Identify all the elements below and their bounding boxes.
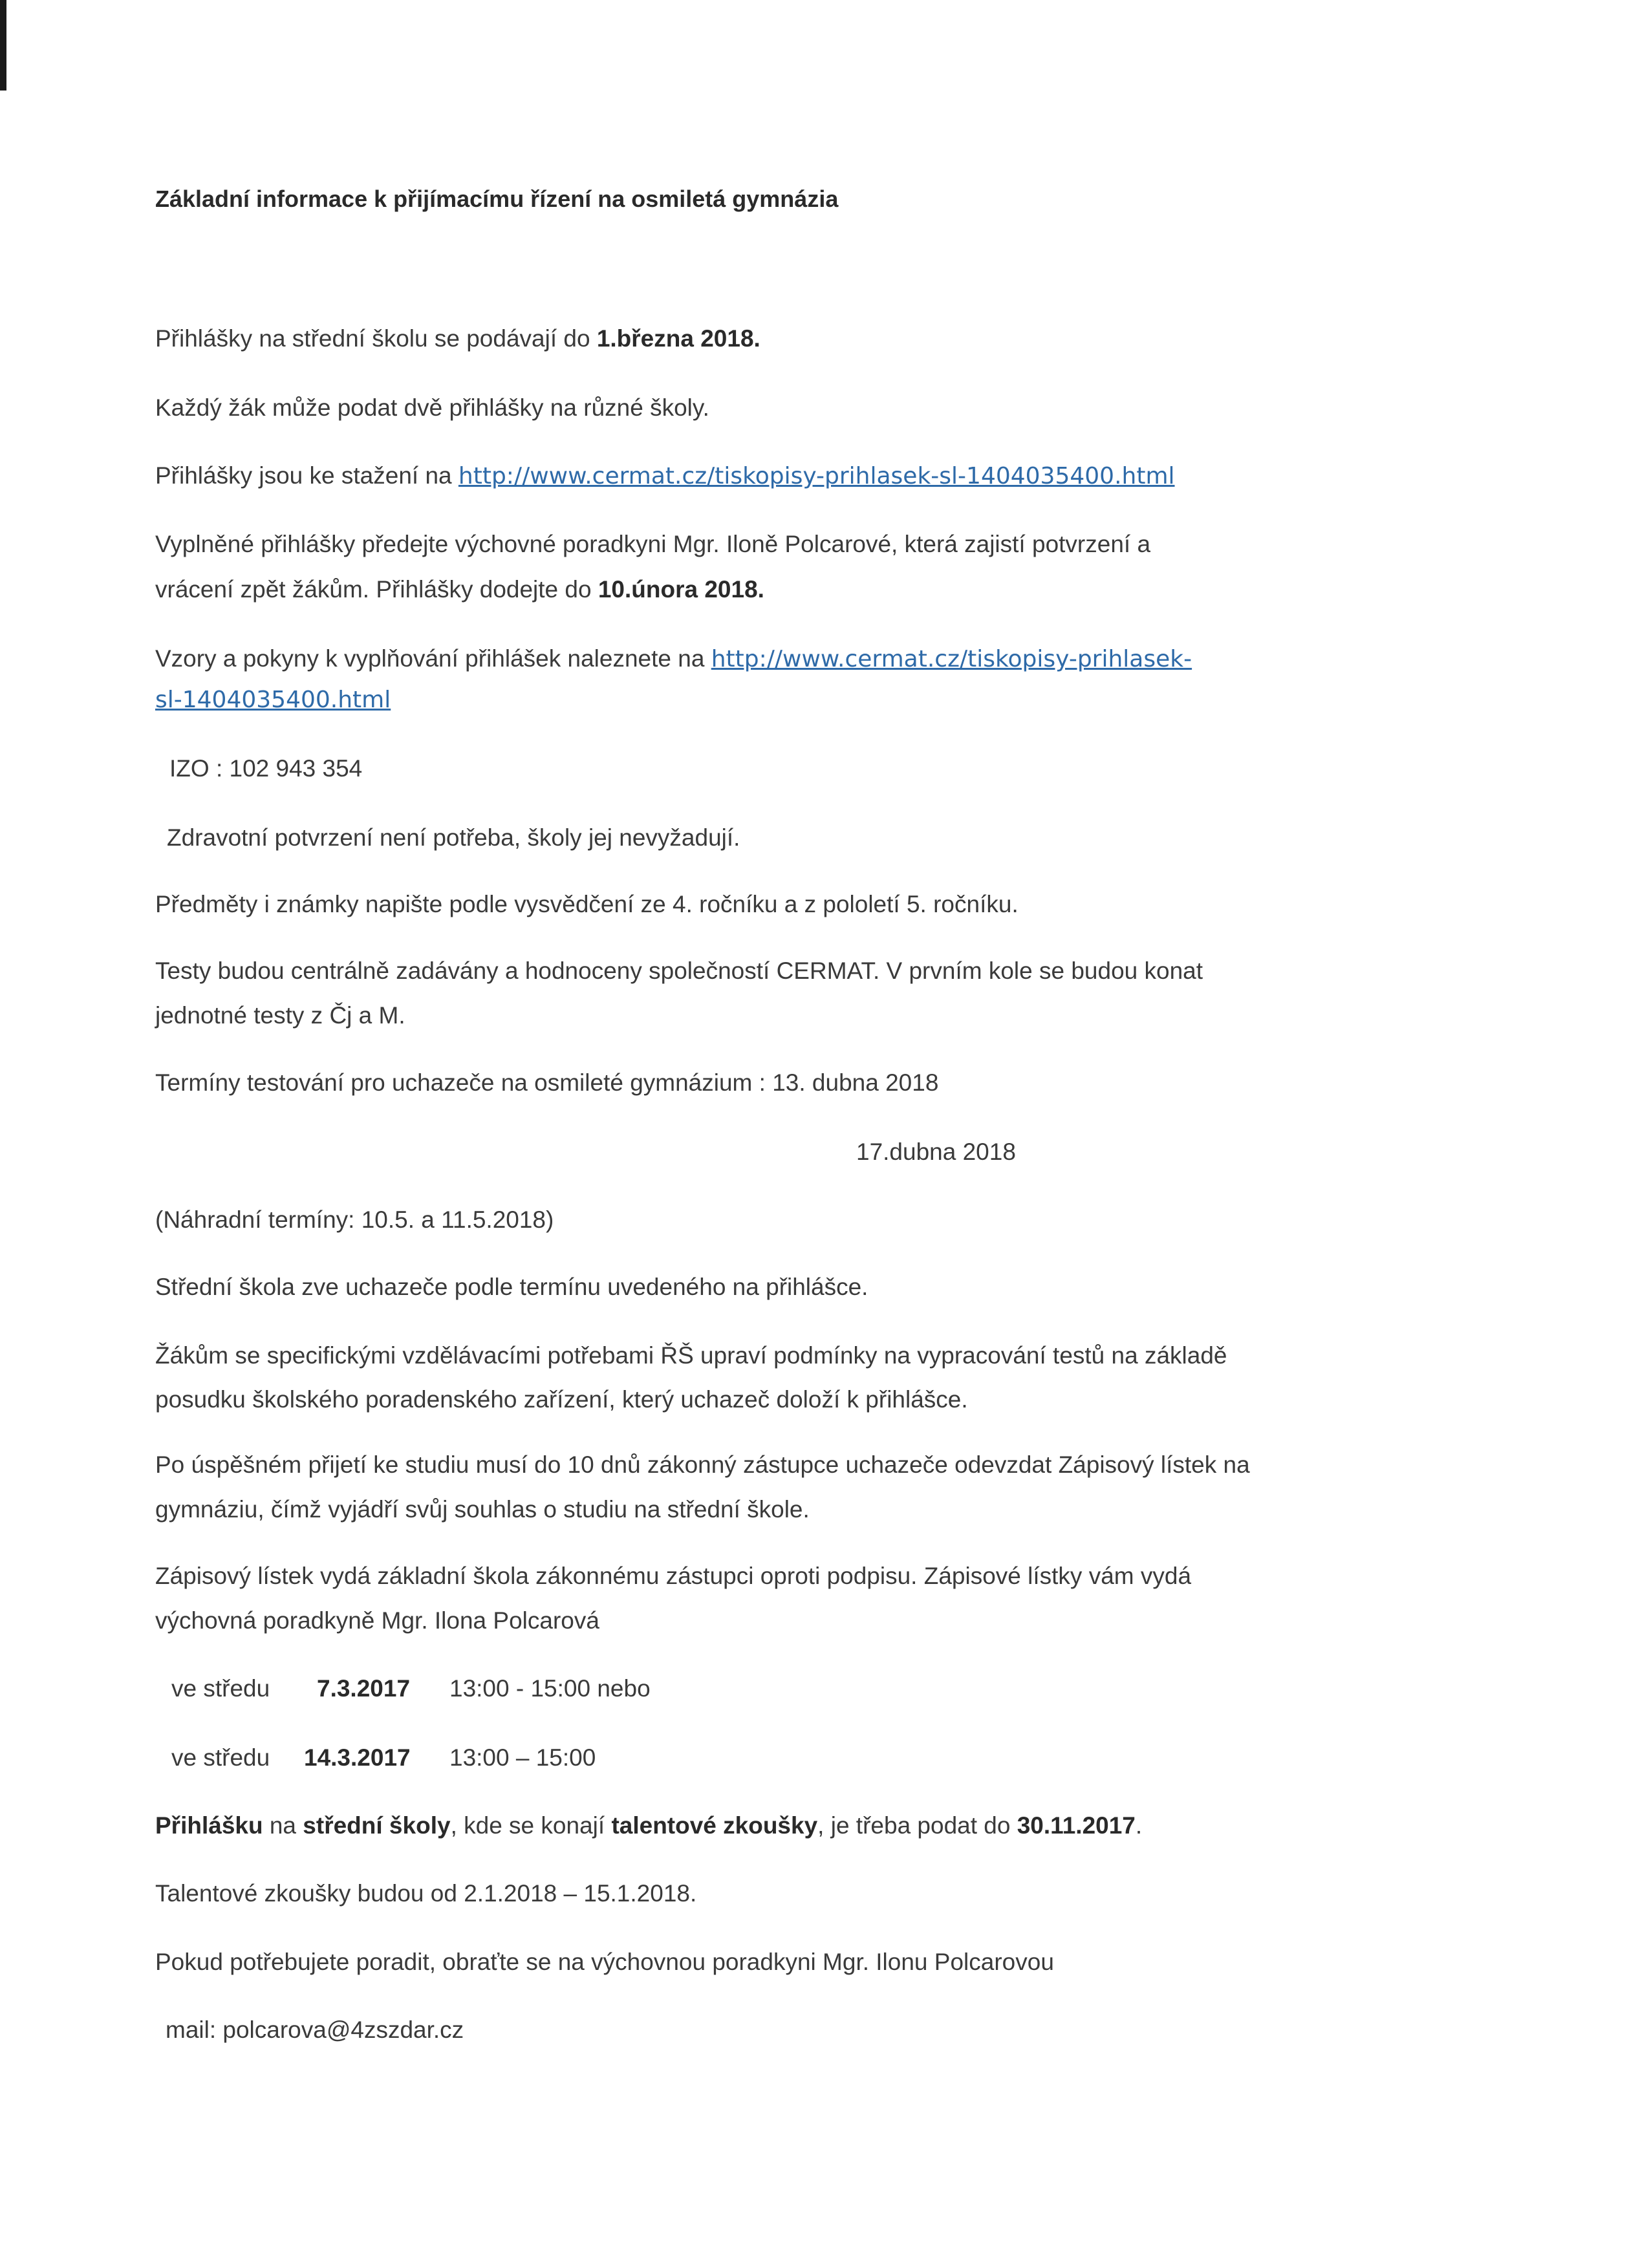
contact-line: Pokud potřebujete poradit, obraťte se na výchovnou poradkyni Mgr. Ilonu Polcarovou xyxy=(155,1949,1054,1975)
samples-link-part-2[interactable]: sl-1404035400.html xyxy=(155,687,391,713)
hand-in-date: 10.února 2018. xyxy=(598,576,764,603)
download-line xyxy=(155,464,1175,488)
hand-in-line-2 xyxy=(155,577,764,601)
deadline-line xyxy=(155,326,760,350)
slot-row xyxy=(171,1675,651,1702)
scan-edge xyxy=(0,0,6,91)
talent-text-3: , je třeba podat do xyxy=(817,1812,1017,1839)
talent-bold-1: Přihlášku xyxy=(155,1812,263,1839)
izo-line: IZO : 102 943 354 xyxy=(169,755,363,782)
talent-line xyxy=(155,1813,1142,1837)
replacement-line: (Náhradní termíny: 10.5. a 11.5.2018) xyxy=(155,1206,554,1233)
samples-text: Vzory a pokyny k vyplňování přihlášek naleznete na xyxy=(155,645,711,672)
two-applications-line: Každý žák může podat dvě přihlášky na různé školy. xyxy=(155,394,709,421)
invite-line: Střední škola zve uchazeče podle termínu uvedeného na přihlášce. xyxy=(155,1274,868,1300)
talent-bold-4: 30.11.2017 xyxy=(1017,1812,1136,1839)
tests-line-2: jednotné testy z Čj a M. xyxy=(155,1002,405,1029)
slot-row xyxy=(171,1744,596,1771)
download-text: Přihlášky jsou ke stažení na xyxy=(155,462,458,489)
talent-text-4: . xyxy=(1135,1812,1143,1839)
talent-text-1: na xyxy=(263,1812,303,1839)
slot-prefix: ve středu xyxy=(171,1744,270,1771)
talent-bold-2: střední školy xyxy=(303,1812,451,1839)
deadline-text: Přihlášky na střední školu se podávají do xyxy=(155,325,597,352)
slot-date: 14.3.2017 xyxy=(304,1744,411,1771)
dates-line-2: 17.dubna 2018 xyxy=(856,1139,1016,1165)
talent-text-2: , kde se konají xyxy=(450,1812,612,1839)
deadline-date: 1.března 2018. xyxy=(596,325,760,352)
page-title: Základní informace k přijímacímu řízení na osmiletá gymnázia xyxy=(155,186,839,212)
talent-bold-3: talentové zkoušky xyxy=(611,1812,818,1839)
after-line-2: gymnáziu, čímž vyjádří svůj souhlas o studiu na střední škole. xyxy=(155,1496,810,1523)
grades-line: Předměty i známky napište podle vysvědčení ze 4. ročníku a z pololetí 5. ročníku. xyxy=(155,891,1018,917)
slip-line-1: Zápisový lístek vydá základní škola zákonnému zástupci oproti podpisu. Zápisové lístky vám vydá xyxy=(155,1563,1192,1589)
hand-in-line-1: Vyplněné přihlášky předejte výchovné poradkyni Mgr. Iloně Polcarové, která zajistí potvrzení a xyxy=(155,531,1151,557)
dates-line-1: Termíny testování pro uchazeče na osmileté gymnázium : 13. dubna 2018 xyxy=(155,1069,939,1096)
after-line-1: Po úspěšném přijetí ke studiu musí do 10 dnů zákonný zástupce uchazeče odevzdat Zápisový lístek na xyxy=(155,1451,1250,1478)
download-link[interactable]: http://www.cermat.cz/tiskopisy-prihlasek-sl-1404035400.html xyxy=(458,463,1175,489)
talent-dates-line: Talentové zkoušky budou od 2.1.2018 – 15.1.2018. xyxy=(155,1880,697,1907)
samples-link-part-1[interactable]: http://www.cermat.cz/tiskopisy-prihlasek- xyxy=(711,646,1192,672)
samples-line-2 xyxy=(155,687,391,712)
slot-date: 7.3.2017 xyxy=(317,1675,411,1702)
slot-time: 13:00 - 15:00 nebo xyxy=(449,1675,651,1702)
slot-time: 13:00 – 15:00 xyxy=(449,1744,596,1771)
special-line-2: posudku školského poradenského zařízení, který uchazeč doloží k přihlášce. xyxy=(155,1386,968,1413)
mail-line: mail: polcarova@4zszdar.cz xyxy=(166,2017,464,2043)
tests-line-1: Testy budou centrálně zadávány a hodnoceny společností CERMAT. V prvním kole se budou konat xyxy=(155,957,1203,984)
health-line: Zdravotní potvrzení není potřeba, školy jej nevyžadují. xyxy=(167,824,740,851)
samples-line-1 xyxy=(155,647,1192,671)
hand-in-text: vrácení zpět žákům. Přihlášky dodejte do xyxy=(155,576,598,603)
special-line-1: Žákům se specifickými vzdělávacími potřebami ŘŠ upraví podmínky na vypracování testů na základě xyxy=(155,1342,1227,1369)
slot-prefix: ve středu xyxy=(171,1675,270,1702)
slip-line-2: výchovná poradkyně Mgr. Ilona Polcarová xyxy=(155,1607,599,1634)
